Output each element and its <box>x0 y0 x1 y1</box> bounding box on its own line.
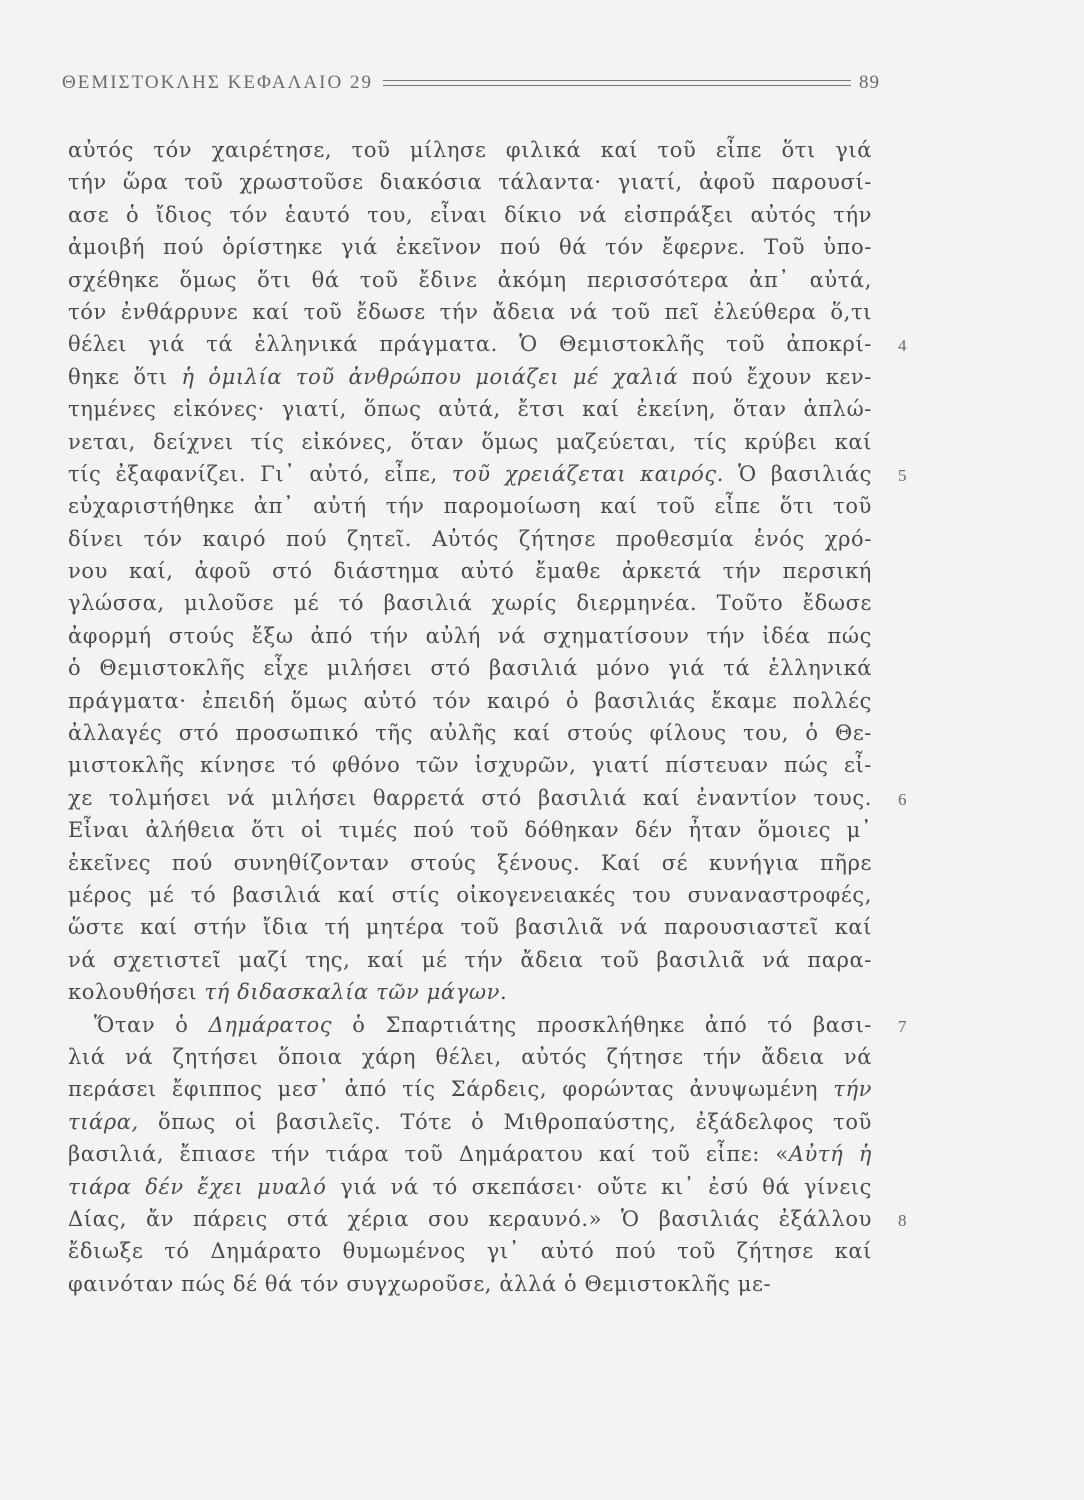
text-line <box>68 717 872 749</box>
text-segment: φαινόταν πώς δέ θά τόν συγχωροῦσε, ἀλλά ὁ Θεμιστοκλῆς με- <box>68 1271 772 1296</box>
text-segment: ὁ Σπαρτιάτης προσκλήθηκε ἀπό τό βασι- <box>332 1012 872 1037</box>
running-header <box>62 68 880 98</box>
italic-text: Αὐτή ἡ <box>788 1142 872 1167</box>
text-line <box>68 231 872 263</box>
text-segment: σχέθηκε ὅμως ὅτι θά τοῦ ἔδινε ἀκόμη περισσότερα ἀπ᾿ αὐτά, <box>68 267 872 292</box>
text-segment: τίς ἐξαφανίζει. Γι᾿ αὐτό, εἶπε, <box>68 461 452 486</box>
italic-text: τήν <box>833 1077 872 1102</box>
text-line <box>68 911 872 943</box>
text-segment: τήν ὥρα τοῦ χρωστοῦσε διακόσια τάλαντα· γιατί, ἀφοῦ παρουσί- <box>68 170 872 195</box>
text-segment: κολουθήσει <box>68 980 205 1005</box>
italic-text: τιάρα, <box>68 1109 139 1134</box>
text-segment: πράγματα· ἐπειδή ὅμως αὐτό τόν καιρό ὁ βασιλιάς ἔκαμε πολλές <box>68 688 872 713</box>
text-segment: Ὁ βασιλιάς <box>724 461 872 486</box>
text-segment: ἔδιωξε τό Δημάρατο θυμωμένος γι᾿ αὐτό πού τοῦ ζήτησε καί <box>68 1239 872 1264</box>
text-segment: γλώσσα, μιλοῦσε μέ τό βασιλιά χωρίς διερμηνέα. Τοῦτο ἔδωσε <box>68 591 872 616</box>
text-line <box>68 976 872 1008</box>
text-segment: ὥστε καί στήν ἴδια τή μητέρα τοῦ βασιλιᾶ νά παρουσιαστεῖ καί <box>68 915 872 940</box>
italic-text: Δημάρατος <box>208 1012 333 1037</box>
text-line <box>68 426 872 458</box>
text-line <box>68 1235 872 1267</box>
text-segment: ὁ Θεμιστοκλῆς εἶχε μιλήσει στό βασιλιά μόνο γιά τά ἑλληνικά <box>68 656 872 681</box>
text-line <box>68 134 872 166</box>
text-line <box>68 620 872 652</box>
section-number: 8 <box>898 1211 907 1231</box>
text-line <box>68 1106 872 1138</box>
text-line <box>68 1073 872 1105</box>
text-line <box>68 264 872 296</box>
text-line <box>68 1268 872 1300</box>
text-line <box>68 555 872 587</box>
header-title: ΘΕΜΙΣΤΟΚΛΗΣ ΚΕΦΑΛΑΙΟ 29 <box>62 72 373 93</box>
italic-text: τή διδασκαλία τῶν μάγων. <box>204 980 508 1005</box>
text-segment: νου καί, ἀφοῦ στό διάστημα αὐτό ἔμαθε ἀρκετά τήν περσική <box>68 559 872 584</box>
header-rule <box>383 80 851 86</box>
text-segment: ἀμοιβή πού ὁρίστηκε γιά ἐκεῖνον πού θά τόν ἔφερνε. Τοῦ ὑπο- <box>68 235 872 260</box>
text-line <box>68 199 872 231</box>
text-line <box>68 361 872 393</box>
section-number: 6 <box>898 790 907 809</box>
text-segment: περάσει ἔφιππος μεσ᾿ ἀπό τίς Σάρδεις, φορώντας ἀνυψωμένη <box>68 1077 834 1102</box>
text-segment: χε τολμήσει νά μιλήσει θαρρετά στό βασιλιά καί ἐναντίον τους. <box>68 785 872 810</box>
text-line <box>68 1171 872 1203</box>
text-segment: ἐκεῖνες πού συνηθίζονταν στούς ξένους. Καί σέ κυνήγια πῆρε <box>68 850 872 875</box>
text-segment: Εἶναι ἀλήθεια ὅτι οἱ τιμές πού τοῦ δόθηκαν δέν ἦταν ὅμοιες μ᾿ <box>68 818 872 843</box>
text-line <box>68 490 872 522</box>
text-segment: Ὅταν ὁ <box>94 1012 209 1037</box>
section-number: 5 <box>898 466 907 485</box>
page-number: 89 <box>859 72 880 93</box>
text-line <box>68 328 872 360</box>
text-segment: γιά νά τό σκεπάσει· οὔτε κι᾿ ἐσύ θά γίνεις <box>326 1174 872 1199</box>
text-line <box>68 847 872 879</box>
italic-text: τιάρα δέν ἔχει μυαλό <box>68 1174 327 1199</box>
text-segment: τόν ἐνθάρρυνε καί τοῦ ἔδωσε τήν ἄδεια νά τοῦ πεῖ ἐλεύθερα ὅ,τι <box>68 299 872 324</box>
text-segment: ασε ὁ ἴδιος τόν ἑαυτό του, εἶναι δίκιο νά εἰσπράξει αὐτός τήν <box>68 202 872 227</box>
text-line <box>68 814 872 846</box>
text-line <box>68 458 872 490</box>
text-segment: πού ἔχουν κεν- <box>678 364 872 389</box>
text-line <box>68 523 872 555</box>
text-segment: λιά νά ζητήσει ὅποια χάρη θέλει, αὐτός ζήτησε τήν ἄδεια νά <box>68 1044 872 1069</box>
text-line <box>68 782 872 814</box>
text-segment: ὅπως οἱ βασιλεῖς. Τότε ὁ Μιθροπαύστης, ἐξάδελφος τοῦ <box>138 1109 872 1134</box>
text-segment: νεται, δείχνει τίς εἰκόνες, ὅταν ὅμως μαζεύεται, τίς κρύβει καί <box>68 429 872 454</box>
text-segment: μιστοκλῆς κίνησε τό φθόνο τῶν ἰσχυρῶν, γιατί πίστευαν πώς εἶ- <box>68 753 872 778</box>
text-segment: βασιλιά, ἔπιασε τήν τιάρα τοῦ Δημάρατου καί τοῦ εἶπε: « <box>68 1142 789 1167</box>
text-line <box>68 1203 872 1235</box>
italic-text: τοῦ χρειάζεται καιρός. <box>451 461 725 486</box>
text-line <box>68 749 872 781</box>
text-line <box>68 296 872 328</box>
text-segment: αὐτός τόν χαιρέτησε, τοῦ μίλησε φιλικά καί τοῦ εἶπε ὅτι γιά <box>68 138 872 162</box>
italic-text: ἡ ὁμιλία τοῦ ἀνθρώπου μοιάζει μέ χαλιά <box>181 364 679 389</box>
text-line <box>68 1041 872 1073</box>
text-segment: δίνει τόν καιρό πού ζητεῖ. Αὐτός ζήτησε προθεσμία ἑνός χρό- <box>68 526 872 551</box>
text-segment: θηκε ὅτι <box>68 364 182 389</box>
text-line <box>68 879 872 911</box>
text-segment: μέρος μέ τό βασιλιά καί στίς οἰκογενειακές του συναναστροφές, <box>68 882 872 907</box>
section-number: 4 <box>898 336 907 356</box>
text-line <box>68 685 872 717</box>
text-segment: θέλει γιά τά ἑλληνικά πράγματα. Ὁ Θεμιστοκλῆς τοῦ ἀποκρί- <box>68 332 872 357</box>
text-line <box>68 1009 872 1041</box>
text-line <box>68 1138 872 1170</box>
text-line <box>68 393 872 425</box>
text-segment: εὐχαριστήθηκε ἀπ᾿ αὐτή τήν παρομοίωση καί τοῦ εἶπε ὅτι τοῦ <box>68 494 872 519</box>
text-line <box>68 166 872 198</box>
text-segment: νά σχετιστεῖ μαζί της, καί μέ τήν ἄδεια τοῦ βασιλιᾶ νά παρα- <box>68 947 872 972</box>
text-segment: ἀφορμή στούς ἔξω ἀπό τήν αὐλή νά σχηματίσουν τήν ἰδέα πώς <box>68 623 872 648</box>
text-segment: Δίας, ἄν πάρεις στά χέρια σου κεραυνό.» Ὁ βασιλιάς ἐξάλλου <box>68 1206 872 1231</box>
text-line <box>68 652 872 684</box>
section-number: 7 <box>898 1016 907 1036</box>
body-text <box>68 134 872 1300</box>
text-segment: ἀλλαγές στό προσωπικό τῆς αὐλῆς καί στούς φίλους του, ὁ Θε- <box>68 721 872 746</box>
text-segment: τημένες εἰκόνες· γιατί, ὅπως αὐτά, ἔτσι καί ἐκείνη, ὅταν ἁπλώ- <box>68 397 872 422</box>
text-line <box>68 587 872 619</box>
text-line <box>68 944 872 976</box>
